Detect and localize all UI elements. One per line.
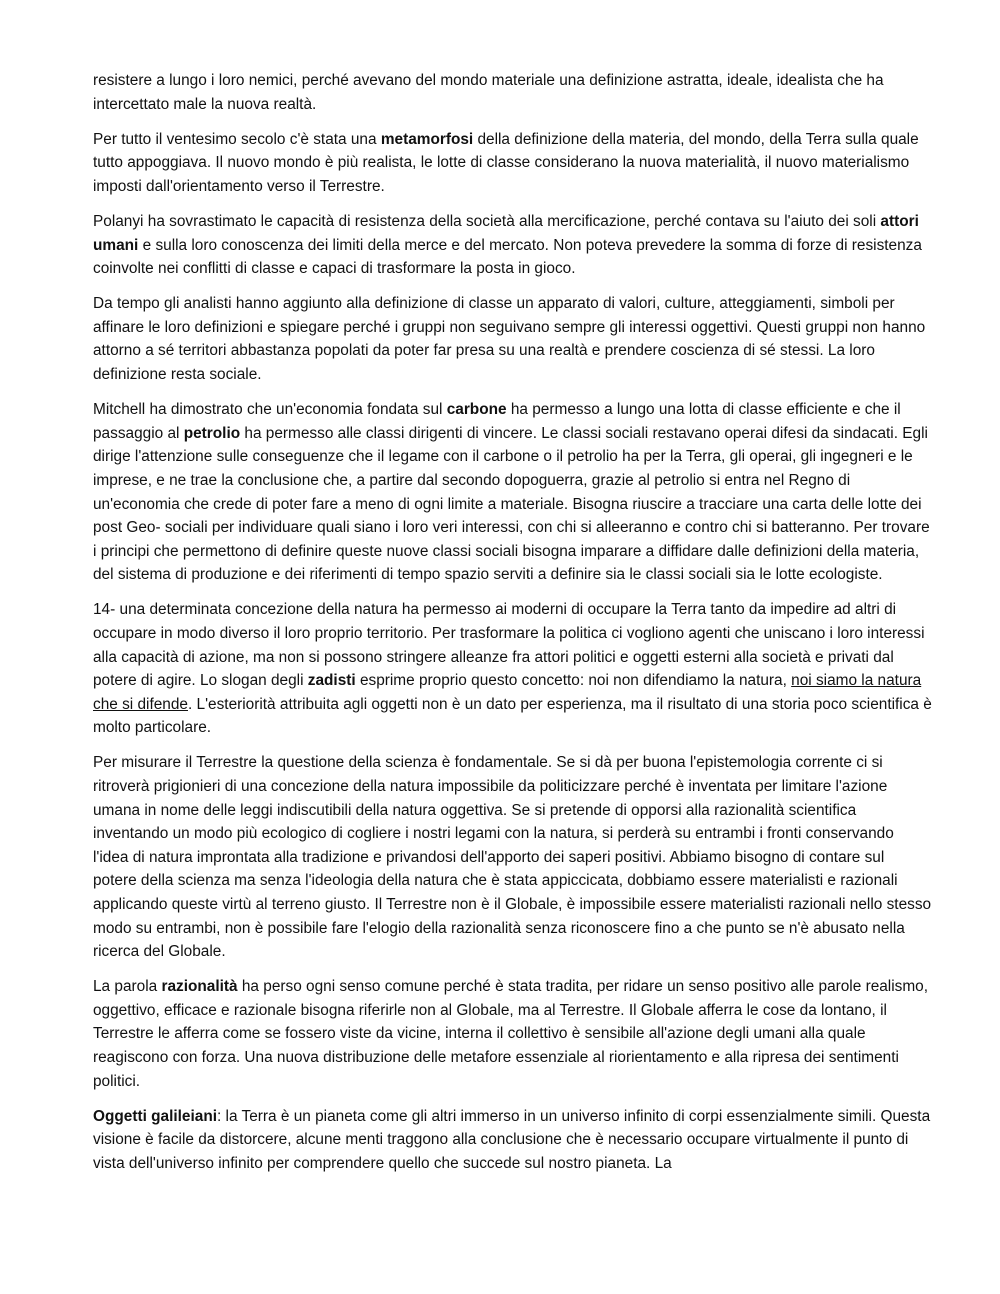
- text-segment: e sulla loro conoscenza dei limiti della merce e del mercato. Non poteva prevedere la somma di forze di resistenza coinvolte nei conflitti di classe e capaci di trasformare la posta in gioco.: [93, 236, 922, 278]
- paragraph: [93, 598, 932, 740]
- paragraph: [93, 292, 932, 386]
- bold-term: razionalità: [161, 978, 238, 996]
- text-segment: resistere a lungo i loro nemici, perché avevano del mondo materiale una definizione astratta, ideale, idealista che ha intercettato male la nuova realtà.: [93, 72, 884, 113]
- text-segment: Da tempo gli analisti hanno aggiunto alla definizione di classe un apparato di valori, culture, atteggiamenti, simboli per affinare le loro definizioni e spiegare perché i gruppi non seguivano sempre gli interessi oggettivi. Questi gruppi non hanno attorno a sé territori abbastanza popolati da poter far presa su una realtà e prendere coscienza di sé stessi. La loro definizione resta sociale.: [93, 295, 926, 384]
- paragraph: [93, 975, 932, 1093]
- bold-term: carbone: [446, 401, 507, 419]
- paragraph: [93, 398, 932, 587]
- bold-term: Oggetti galileiani: [93, 1107, 217, 1125]
- document-body: [93, 69, 932, 1176]
- bold-term: zadisti: [307, 672, 356, 690]
- text-segment: Per tutto il ventesimo secolo c'è stata una: [93, 130, 381, 148]
- text-segment: ha permesso a lungo una lotta di classe efficiente e che il passaggio al: [93, 401, 901, 442]
- text-segment: . L'esteriorità attribuita agli oggetti non è un dato per esperienza, ma il risultato di una storia poco scientifica è molto particolare.: [93, 695, 932, 737]
- paragraph: [93, 1105, 932, 1176]
- paragraph: [93, 69, 932, 116]
- paragraph: [93, 128, 932, 199]
- text-segment: ha permesso alle classi dirigenti di vincere. Le classi sociali restavano operai difesi da sindacati. Egli dirige l'attenzione sulle conseguenze che il legame con il carbone o il petrolio ha per la Terra, gli operai, gli ingegneri e le imprese, e ne trae la conclusione che, a partire dal secondo dopoguerra, grazie al petrolio si entra nel Regno di un'economia che crede di poter fare a meno di ogni limite a materiale. Bisogna riuscire a tracciare una carta delle lotte dei post Geo- sociali per individuare quali siano i loro veri interessi, con chi si alleeranno e contro chi si batteranno. Per trovare i principi che permettono di definire queste nuove classi sociali bisogna imparare a diffidare dalle definizioni della materia, del sistema di produzione e dei riferimenti di tempo spazio serviti a definire sia le classi sociali sia le lotte ecologiste.: [93, 424, 930, 584]
- text-segment: 14- una determinata concezione della natura ha permesso ai moderni di occupare la Terra tanto da impedire ad altri di occupare in modo diverso il loro proprio territorio. Per trasformare la politica ci vogliono agenti che uniscano i loro interessi alla capacità di azione, ma non si possono stringere alleanze fra attori politici e oggetti esterni alla società e privati dal potere di agire. Lo slogan degli: [93, 601, 925, 690]
- text-segment: della definizione della materia, del mondo, della Terra sulla quale tutto appoggiava. Il nuovo mondo è più realista, le lotte di classe considerano la nuova materialità, il nuovo materialismo imposti dall'orientamento verso il Terrestre.: [93, 130, 919, 195]
- text-segment: esprime proprio questo concetto: noi non difendiamo la natura,: [355, 672, 792, 690]
- text-segment: Per misurare il Terrestre la questione della scienza è fondamentale. Se si dà per buona l'epistemologia corrente ci si ritroverà prigionieri di una concezione della natura impossibile da politicizzare perché è inventata per limitare l'azione umana in nome delle leggi indiscutibili della natura oggettiva. Se si pretende di opporsi alla razionalità scientifica inventando un modo più ecologico di cogliere i nostri legami con la natura, si perderà su entrambi i fronti conservando l'idea di natura improntata alla tradizione e privandosi dell'apporto dei saperi positivi. Abbiamo bisogno di contare sul potere della scienza ma senza l'ideologia della natura che è stata appiccicata, dobbiamo essere materialisti e razionali applicando queste virtù al terreno giusto. Il Terrestre non è il Globale, è impossibile essere materialisti razionali nello stesso modo su entrambi, non è possibile fare l'elogio della razionalità senza riconoscere fino a che punto se n'è abusato nella ricerca del Globale.: [93, 754, 932, 961]
- text-segment: Mitchell ha dimostrato che un'economia fondata sul: [93, 401, 447, 419]
- text-segment: La parola: [93, 978, 162, 996]
- paragraph: [93, 210, 932, 281]
- bold-term: attori umani: [93, 212, 919, 254]
- underlined-phrase: noi siamo la natura che si difende: [93, 672, 922, 713]
- text-segment: : la Terra è un pianeta come gli altri immerso in un universo infinito di corpi essenzialmente simili. Questa visione è facile da distorcere, alcune menti traggono alla conclusione che è necessario occupare virtualmente il punto di vista dell'universo infinito per comprendere quello che succede sul nostro pianeta. La: [93, 1107, 931, 1172]
- paragraph: [93, 751, 932, 963]
- text-segment: Polanyi ha sovrastimato le capacità di resistenza della società alla mercificazione, perché contava su l'aiuto dei soli: [93, 212, 881, 230]
- bold-term: metamorfosi: [380, 130, 474, 148]
- text-segment: ha perso ogni senso comune perché è stata tradita, per ridare un senso positivo alle parole realismo, oggettivo, efficace e razionale bisogna riferirle non al Globale, ma al Terrestre. Il Globale afferra le cose da lontano, il Terrestre le afferra come se fossero viste da vicine, interna il collettivo è sensibile all'azione degli umani alla quale reagiscono con forza. Una nuova distribuzione delle metafore essenziale al riorientamento e alla ripresa dei sentimenti politici.: [93, 978, 929, 1090]
- bold-term: petrolio: [183, 424, 241, 442]
